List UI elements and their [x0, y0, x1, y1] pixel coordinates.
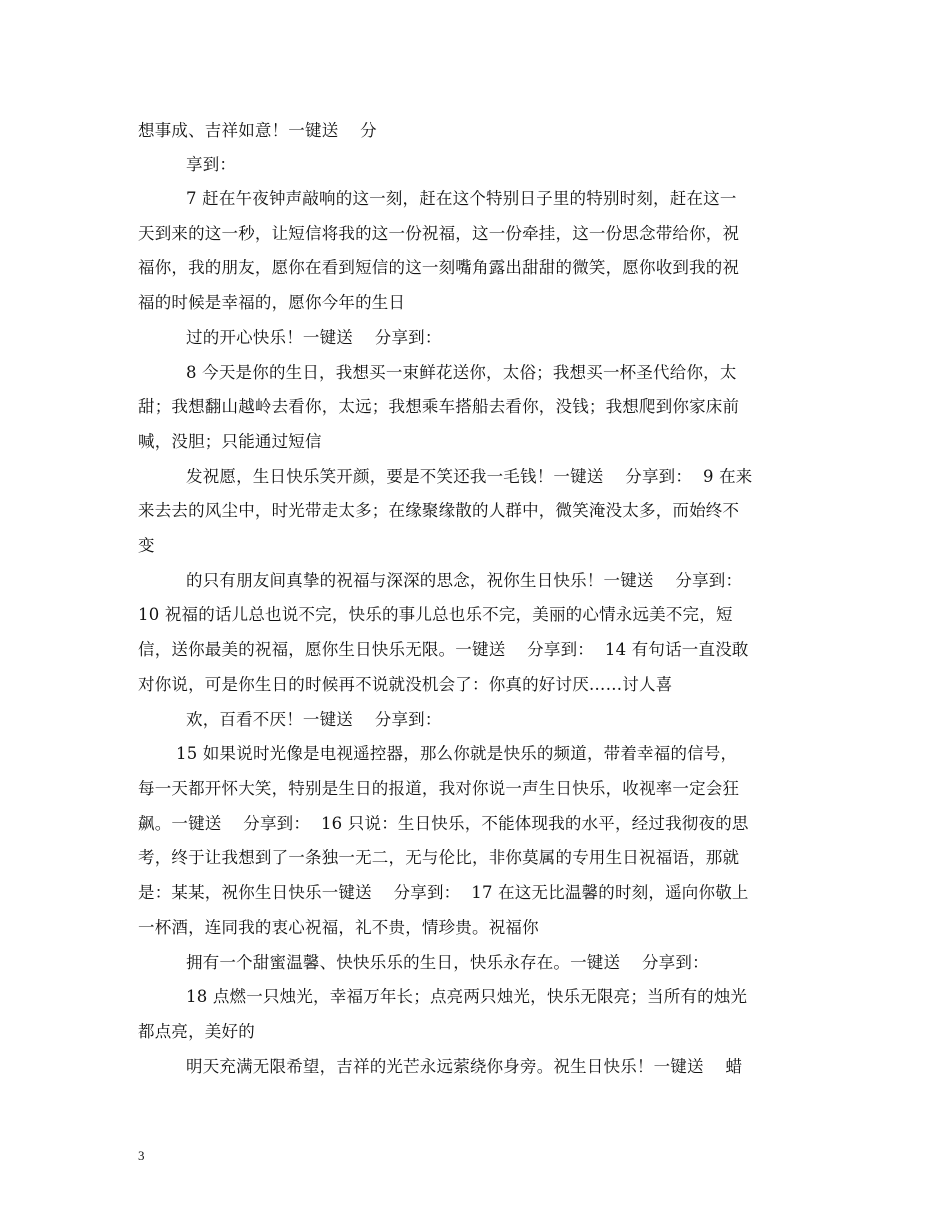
text-line: 甜；我想翻山越岭去看你，太远；我想乘车搭船去看你，没钱；我想爬到你家床前 [138, 397, 740, 416]
text-line: 欢，百看不厌！一键送 分享到： [186, 710, 442, 729]
text-line: 变 [138, 536, 155, 555]
text-line: 拥有一个甜蜜温馨、快快乐乐的生日，快乐永存在。一键送 分享到： [186, 953, 709, 972]
text-line: 过的开心快乐！一键送 分享到： [186, 328, 442, 347]
text-line: 是：某某，祝你生日快乐一键送 分享到： 17 在这无比温馨的时刻，遥向你敬上 [138, 883, 749, 902]
text-line: 飙。一键送 分享到： 16 只说：生日快乐，不能体现我的水平，经过我彻夜的思 [138, 814, 749, 833]
text-line: 考，终于让我想到了一条独一无二，无与伦比，非你莫属的专用生日祝福语，那就 [138, 848, 740, 867]
text-line: 一杯酒，连同我的衷心祝福，礼不贵，情珍贵。祝福你 [138, 918, 539, 937]
text-line: 发祝愿，生日快乐笑开颜，要是不笑还我一毛钱！一键送 分享到： 9 在来 [186, 467, 753, 486]
text-line: 享到： [186, 155, 237, 174]
text-line: 18 点燃一只烛光，幸福万年长；点亮两只烛光，快乐无限亮；当所有的烛光 [186, 987, 748, 1006]
text-line: 想事成、吉祥如意！一键送 分 [138, 121, 377, 140]
text-line: 10 祝福的话儿总也说不完，快乐的事儿总也乐不完，美丽的心情永远美不完，短 [138, 605, 733, 624]
text-line: 都点亮，美好的 [138, 1022, 255, 1041]
page-number: 3 [138, 1148, 145, 1163]
text-line: 7 赶在午夜钟声敲响的这一刻，赶在这个特别日子里的特别时刻，赶在这一 [186, 189, 737, 208]
text-line: 天到来的这一秒，让短信将我的这一份祝福，这一份牵挂，这一份思念带给你，祝 [138, 224, 740, 243]
text-line: 对你说，可是你生日的时候再不说就没机会了：你真的好讨厌……讨人喜 [138, 675, 673, 694]
text-line: 福你，我的朋友，愿你在看到短信的这一刻嘴角露出甜甜的微笑，愿你收到我的祝 [138, 258, 740, 277]
text-line: 福的时候是幸福的，愿你今年的生日 [138, 293, 406, 312]
text-line: 来去去的风尘中，时光带走太多；在缘聚缘散的人群中，微笑淹没太多，而始终不 [138, 501, 740, 520]
text-line: 8 今天是你的生日，我想买一束鲜花送你，太俗；我想买一杯圣代给你，太 [186, 363, 737, 382]
text-line: 的只有朋友间真挚的祝福与深深的思念，祝你生日快乐！一键送 分享到： [186, 571, 743, 590]
text-line: 信，送你最美的祝福，愿你生日快乐无限。一键送 分享到： 14 有句话一直没敢 [138, 640, 749, 659]
text-line: 喊，没胆；只能通过短信 [138, 432, 322, 451]
text-line: 15 如果说时光像是电视遥控器，那么你就是快乐的频道，带着幸福的信号， [176, 744, 738, 763]
text-line: 明天充满无限希望，吉祥的光芒永远萦绕你身旁。祝生日快乐！一键送 蜡 [186, 1057, 743, 1076]
text-line: 每一天都开怀大笑，特别是生日的报道，我对你说一声生日快乐，收视率一定会狂 [138, 779, 740, 798]
